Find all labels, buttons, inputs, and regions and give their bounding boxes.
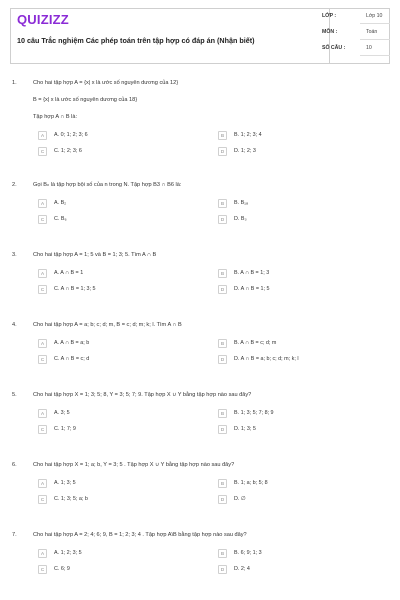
answer-option-a[interactable] [38,409,206,420]
meta-value: Lớp 10 [366,13,383,19]
question-text: Cho hai tập hợp A = a; b; c; d; m, B = c; d; m; k; l. Tìm A ∩ B [33,322,182,328]
question-number: 1. [12,80,17,86]
option-letter-box[interactable]: C [38,565,47,574]
option-text: B. 6; 9; 1; 3 [234,550,262,556]
option-text: D. 2; 4 [234,566,250,572]
option-letter-box[interactable]: B [218,131,227,140]
meta-underline [360,39,390,40]
option-text: A. 0; 1; 2; 3; 6 [54,132,88,138]
answer-option-b[interactable] [218,199,386,210]
option-text: B. 1; 2; 3; 4 [234,132,262,138]
option-text: C. 1; 3; 5; a; b [54,496,88,502]
option-letter-box[interactable]: A [38,199,47,208]
worksheet-title: 10 câu Trắc nghiệm Các phép toán trên tập hợp có đáp án (Nhận biết) [17,36,255,45]
option-text: B. B₁₈ [234,200,249,206]
option-text: C. A ∩ B = c; d [54,356,90,362]
answer-option-b[interactable] [218,339,386,350]
option-text: B. 1; 3; 5; 7; 8; 9 [234,410,274,416]
option-letter-box[interactable]: D [218,147,227,156]
question-text: Cho hai tập hợp X = 1; 3; 5; 8, Y = 3; 5; 7; 9. Tập hợp X ∪ Y bằng tập hợp nào sau đây? [33,392,252,398]
answer-option-c[interactable] [38,215,206,226]
option-letter-box[interactable]: A [38,479,47,488]
option-text: D. A ∩ B = a; b; c; d; m; k; l [234,356,299,362]
option-text: A. A ∩ B = 1 [54,270,84,276]
meta-box [322,9,392,63]
option-letter-box[interactable]: B [218,199,227,208]
option-letter-box[interactable]: A [38,269,47,278]
answer-option-c[interactable] [38,147,206,158]
answer-option-d[interactable] [218,147,386,158]
option-letter-box[interactable]: D [218,425,227,434]
meta-label: LỚP : [322,13,337,19]
question-number: 4. [12,322,17,328]
answer-option-a[interactable] [38,479,206,490]
meta-row-count [322,45,392,63]
question-number: 5. [12,392,17,398]
option-text: C. 1; 7; 9 [54,426,76,432]
option-text: D. 1; 3; 5 [234,426,256,432]
option-letter-box[interactable]: A [38,409,47,418]
option-letter-box[interactable]: C [38,355,47,364]
option-letter-box[interactable]: D [218,565,227,574]
answer-option-b[interactable] [218,131,386,142]
answer-option-a[interactable] [38,131,206,142]
option-letter-box[interactable]: A [38,339,47,348]
option-text: A. 3; 5 [54,410,70,416]
worksheet-header [10,8,390,64]
answer-option-a[interactable] [38,269,206,280]
meta-value: 10 [366,45,372,51]
quizizz-logo: QUIZIZZ [17,12,69,27]
option-letter-box[interactable]: C [38,215,47,224]
question-text: Cho hai tập hợp A = 1; 5 và B = 1; 3; 5. Tìm A ∩ B [33,252,157,258]
question-number: 7. [12,532,17,538]
option-text: B. A ∩ B = 1; 3 [234,270,270,276]
option-letter-box[interactable]: C [38,425,47,434]
option-letter-box[interactable]: A [38,549,47,558]
option-letter-box[interactable]: C [38,285,47,294]
option-letter-box[interactable]: B [218,409,227,418]
option-text: C. 1; 2; 3; 6 [54,148,82,154]
question-text: Cho hai tập hợp X = 1; a; b, Y = 3; 5 . Tập hợp X ∪ Y bằng tập hợp nào sau đây? [33,462,235,468]
option-text: C. B₆ [54,216,67,222]
question-number: 6. [12,462,17,468]
answer-option-c[interactable] [38,355,206,366]
option-text: C. A ∩ B = 1; 3; 5 [54,286,96,292]
option-text: A. 1; 2; 3; 5 [54,550,82,556]
option-letter-box[interactable]: B [218,339,227,348]
option-text: D. 1; 2; 3 [234,148,256,154]
answer-option-b[interactable] [218,409,386,420]
option-text: D. B₃ [234,216,247,222]
option-text: D. ∅ [234,496,246,502]
answer-option-c[interactable] [38,495,206,506]
answer-option-d[interactable] [218,495,386,506]
option-text: B. A ∩ B = c; d; m [234,340,277,346]
answer-option-b[interactable] [218,549,386,560]
answer-option-c[interactable] [38,425,206,436]
option-letter-box[interactable]: B [218,549,227,558]
answer-option-b[interactable] [218,479,386,490]
meta-label: MÔN : [322,29,338,35]
meta-underline [360,55,390,56]
option-letter-box[interactable]: C [38,495,47,504]
question-text: Cho hai tập hợp A = {x| x là ước số nguyên dương của 12} [33,80,179,86]
question-number: 2. [12,182,17,188]
option-letter-box[interactable]: B [218,269,227,278]
answer-option-c[interactable] [38,565,206,576]
answer-option-d[interactable] [218,215,386,226]
option-text: A. B₂ [54,200,67,206]
answer-option-d[interactable] [218,285,386,296]
option-text: C. 6; 9 [54,566,70,572]
question-text: B = {x| x là ước số nguyên dương của 18} [33,97,138,103]
option-text: A. 1; 3; 5 [54,480,76,486]
answer-option-d[interactable] [218,425,386,436]
answer-option-b[interactable] [218,269,386,280]
answer-option-a[interactable] [38,549,206,560]
option-text: B. 1; a; b; 5; 8 [234,480,268,486]
option-letter-box[interactable]: D [218,285,227,294]
meta-label: SỐ CÂU : [322,45,346,51]
meta-value: Toán [366,29,378,35]
question-number: 3. [12,252,17,258]
question-text: Cho hai tập hợp A = 2; 4; 6; 9, B = 1; 2; 3; 4 . Tập hợp A\B bằng tập hợp nào sau đây? [33,532,247,538]
answer-option-c[interactable] [38,285,206,296]
answer-option-d[interactable] [218,565,386,576]
question-text: Gọi Bₙ là tập hợp bội số của n trong N. Tập hợp B3 ∩ B6 là: [33,182,182,188]
meta-underline [360,23,390,24]
option-letter-box[interactable]: D [218,215,227,224]
option-letter-box[interactable]: B [218,479,227,488]
answer-option-a[interactable] [38,339,206,350]
answer-option-a[interactable] [38,199,206,210]
option-letter-box[interactable]: C [38,147,47,156]
option-text: D. A ∩ B = 1; 5 [234,286,270,292]
option-text: A. A ∩ B = a; b [54,340,90,346]
answer-option-d[interactable] [218,355,386,366]
option-letter-box[interactable]: D [218,495,227,504]
option-letter-box[interactable]: A [38,131,47,140]
option-letter-box[interactable]: D [218,355,227,364]
question-text: Tập hợp A ∩ B là: [33,114,78,120]
